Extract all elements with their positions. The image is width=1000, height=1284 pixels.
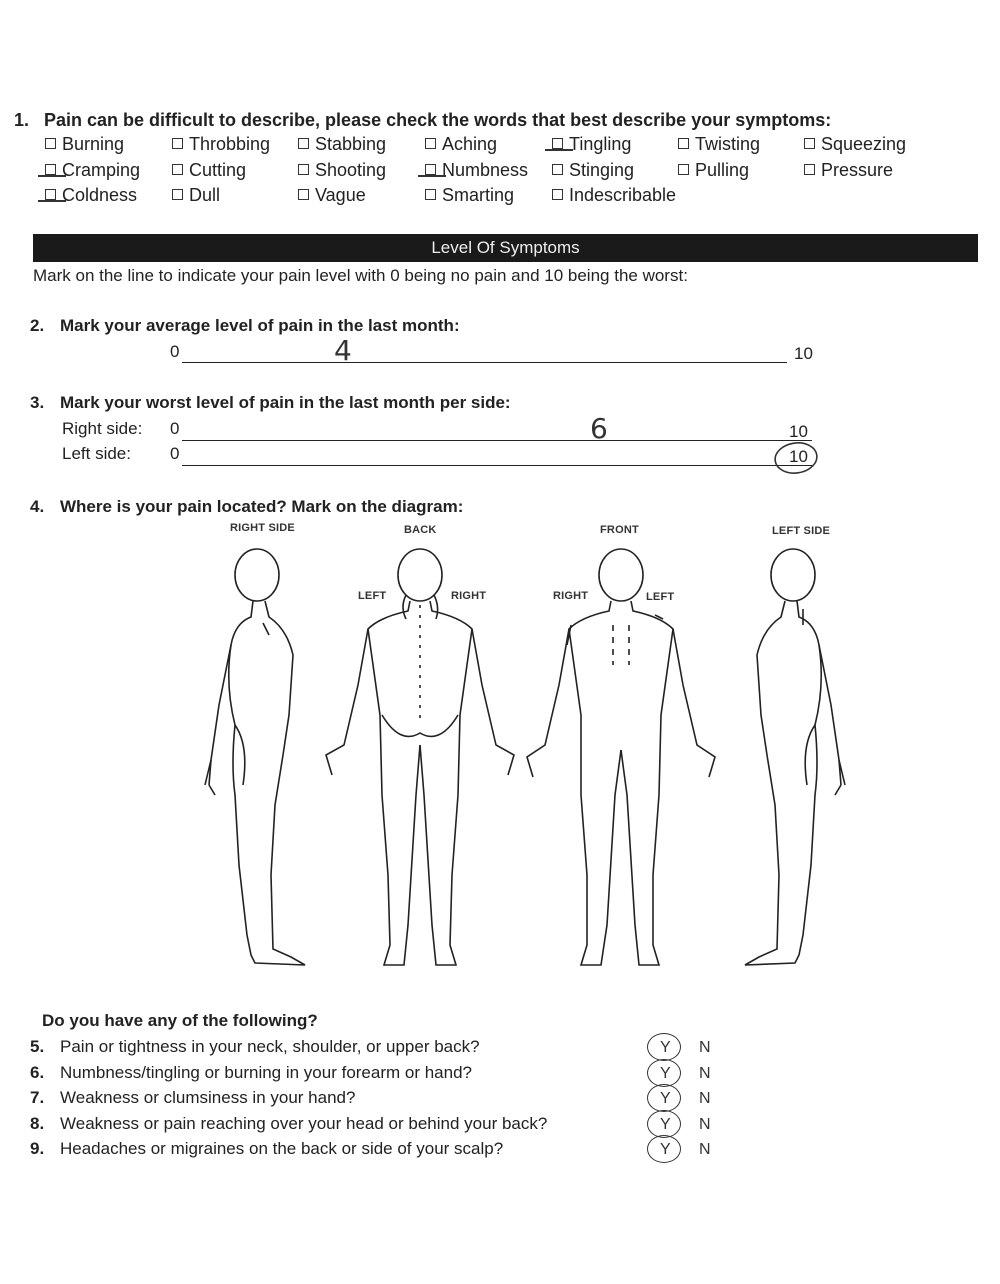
q3-right-min: 0	[170, 419, 180, 438]
symptom-option-twisting[interactable]	[678, 134, 760, 155]
symptom-option-coldness[interactable]	[45, 185, 137, 206]
q3-right-handwritten-mark: 6	[590, 412, 608, 445]
symptom-option-label: Burning	[62, 134, 125, 154]
checkbox-icon[interactable]	[425, 138, 436, 149]
symptom-option-shooting[interactable]	[298, 160, 386, 181]
following-question-row	[30, 1063, 472, 1083]
checkbox-checked-icon[interactable]	[425, 164, 436, 175]
q1-number: 1.	[14, 110, 30, 130]
symptom-option-label: Pressure	[821, 160, 894, 180]
symptom-option-label: Dull	[189, 185, 221, 205]
symptom-option-label: Aching	[442, 134, 498, 154]
q1-text: Pain can be difficult to describe, please check the words that best describe your symptoms:	[44, 110, 832, 130]
no-option[interactable]: N	[699, 1115, 711, 1133]
yes-option[interactable]: Y	[660, 1090, 671, 1107]
q4-heading	[30, 497, 463, 517]
symptom-option-stinging[interactable]	[552, 160, 634, 181]
symptom-option-label: Squeezing	[821, 134, 907, 154]
symptom-option-label: Indescribable	[569, 185, 677, 205]
following-question-number: 9.	[30, 1139, 45, 1158]
following-question-row	[30, 1037, 480, 1057]
symptom-option-burning[interactable]	[45, 134, 124, 155]
symptom-option-label: Smarting	[442, 185, 515, 205]
checkbox-icon[interactable]	[45, 138, 56, 149]
checkbox-checked-icon[interactable]	[45, 189, 56, 200]
symptom-option-aching[interactable]	[425, 134, 497, 155]
yes-circle-mark	[647, 1033, 681, 1061]
instruction-text: Mark on the line to indicate your pain level with 0 being no pain and 10 being the worst:	[33, 266, 688, 285]
following-question-text: Numbness/tingling or burning in your forearm or hand?	[60, 1062, 473, 1082]
q2-text: Mark your average level of pain in the last month:	[60, 316, 460, 335]
symptom-option-smarting[interactable]	[425, 185, 514, 206]
checkbox-icon[interactable]	[298, 189, 309, 200]
body-diagram-left-side[interactable]	[735, 545, 855, 975]
checkbox-icon[interactable]	[172, 138, 183, 149]
no-option[interactable]: N	[699, 1141, 711, 1158]
following-question-text: Headaches or migraines on the back or side of your scalp?	[60, 1139, 504, 1158]
diagram-label-left-side: LEFT SIDE	[772, 525, 831, 537]
diagram-label-back: BACK	[404, 524, 437, 536]
symptom-option-label: Shooting	[315, 160, 387, 180]
q4-text: Where is your pain located? Mark on the diagram:	[60, 497, 464, 516]
yes-option[interactable]: Y	[660, 1064, 671, 1082]
q2-heading	[30, 316, 460, 336]
q1-heading	[14, 110, 831, 131]
diagram-label-front-left: LEFT	[646, 591, 675, 603]
checkbox-icon[interactable]	[552, 189, 563, 200]
yes-circle-mark	[647, 1135, 681, 1163]
checkbox-icon[interactable]	[804, 138, 815, 149]
checkbox-icon[interactable]	[552, 164, 563, 175]
symptom-option-label: Twisting	[695, 134, 761, 154]
symptom-option-label: Vague	[315, 185, 366, 205]
following-question-number: 5.	[30, 1037, 45, 1056]
q2-min-label: 0	[170, 342, 180, 361]
checkbox-icon[interactable]	[298, 138, 309, 149]
symptom-option-dull[interactable]	[172, 185, 220, 206]
following-question-number: 7.	[30, 1088, 45, 1107]
symptom-option-vague[interactable]	[298, 185, 366, 206]
q2-scale-line[interactable]	[182, 362, 787, 363]
checkbox-icon[interactable]	[804, 164, 815, 175]
no-option[interactable]: N	[699, 1090, 711, 1107]
symptom-option-tingling[interactable]	[552, 134, 631, 155]
q2-handwritten-mark: 4	[334, 334, 352, 367]
symptom-option-label: Coldness	[62, 185, 138, 205]
symptom-option-pulling[interactable]	[678, 160, 749, 181]
q2-number: 2.	[30, 316, 45, 335]
q3-right-max: 10	[789, 422, 808, 441]
checkbox-checked-icon[interactable]	[552, 138, 563, 149]
q3-left-scale-line[interactable]	[182, 465, 812, 466]
following-question-text: Weakness or clumsiness in your hand?	[60, 1088, 356, 1107]
diagram-label-right-side: RIGHT SIDE	[230, 522, 295, 534]
q3-left-max: 10	[789, 447, 808, 466]
yes-option[interactable]: Y	[660, 1115, 671, 1133]
symptom-option-label: Cutting	[189, 160, 247, 180]
symptom-option-squeezing[interactable]	[804, 134, 906, 155]
symptom-option-stabbing[interactable]	[298, 134, 386, 155]
yes-option[interactable]: Y	[660, 1141, 671, 1158]
yes-circle-mark	[647, 1059, 681, 1087]
no-option[interactable]: N	[699, 1064, 711, 1082]
symptom-option-cutting[interactable]	[172, 160, 246, 181]
body-diagram-right-side[interactable]	[195, 545, 315, 975]
following-question-row	[30, 1114, 547, 1134]
checkbox-icon[interactable]	[425, 189, 436, 200]
diagram-label-front-right: RIGHT	[553, 590, 589, 602]
q3-right-label: Right side:	[62, 419, 143, 438]
symptom-option-indescribable[interactable]	[552, 185, 676, 206]
q3-left-min: 0	[170, 444, 180, 463]
yes-option[interactable]: Y	[660, 1039, 671, 1056]
following-question-number: 8.	[30, 1113, 45, 1133]
following-question-row	[30, 1139, 503, 1159]
symptom-option-label: Numbness	[442, 160, 529, 180]
checkbox-icon[interactable]	[172, 189, 183, 200]
q3-left-label: Left side:	[62, 444, 131, 463]
no-option[interactable]: N	[699, 1039, 711, 1056]
level-of-symptoms-banner: Level Of Symptoms	[33, 234, 978, 262]
symptom-option-label: Tingling	[569, 134, 632, 154]
body-diagram-back[interactable]	[320, 545, 520, 975]
q3-number: 3.	[30, 393, 45, 412]
following-question-text: Weakness or pain reaching over your head or behind your back?	[60, 1113, 548, 1133]
symptom-option-cramping[interactable]	[45, 160, 140, 181]
checkbox-checked-icon[interactable]	[45, 164, 56, 175]
diagram-label-back-left: LEFT	[358, 590, 387, 602]
q4-number: 4.	[30, 497, 45, 516]
q2-max-label: 10	[794, 344, 813, 363]
symptom-option-label: Pulling	[695, 160, 750, 180]
checkbox-icon[interactable]	[678, 138, 689, 149]
symptom-option-label: Stinging	[569, 160, 635, 180]
q3-text: Mark your worst level of pain in the last month per side:	[60, 393, 511, 412]
symptom-option-pressure[interactable]	[804, 160, 893, 181]
symptom-option-label: Stabbing	[315, 134, 387, 154]
q3-heading	[30, 393, 511, 413]
checkbox-icon[interactable]	[172, 164, 183, 175]
diagram-label-front: FRONT	[600, 524, 639, 536]
following-question-text: Pain or tightness in your neck, shoulder, or upper back?	[60, 1037, 480, 1056]
symptom-option-throbbing[interactable]	[172, 134, 270, 155]
yes-circle-mark	[647, 1110, 681, 1138]
body-diagram-front[interactable]	[515, 545, 715, 975]
following-heading: Do you have any of the following?	[42, 1011, 318, 1030]
symptom-option-label: Cramping	[62, 160, 141, 180]
symptom-option-numbness[interactable]	[425, 160, 528, 181]
q3-left-circle-mark	[772, 438, 822, 478]
yes-circle-mark	[647, 1084, 681, 1112]
following-question-row	[30, 1088, 355, 1108]
checkbox-icon[interactable]	[678, 164, 689, 175]
diagram-label-back-right: RIGHT	[451, 590, 487, 602]
following-question-number: 6.	[30, 1062, 45, 1082]
checkbox-icon[interactable]	[298, 164, 309, 175]
symptom-option-label: Throbbing	[189, 134, 271, 154]
q3-right-scale-line[interactable]	[182, 440, 812, 441]
